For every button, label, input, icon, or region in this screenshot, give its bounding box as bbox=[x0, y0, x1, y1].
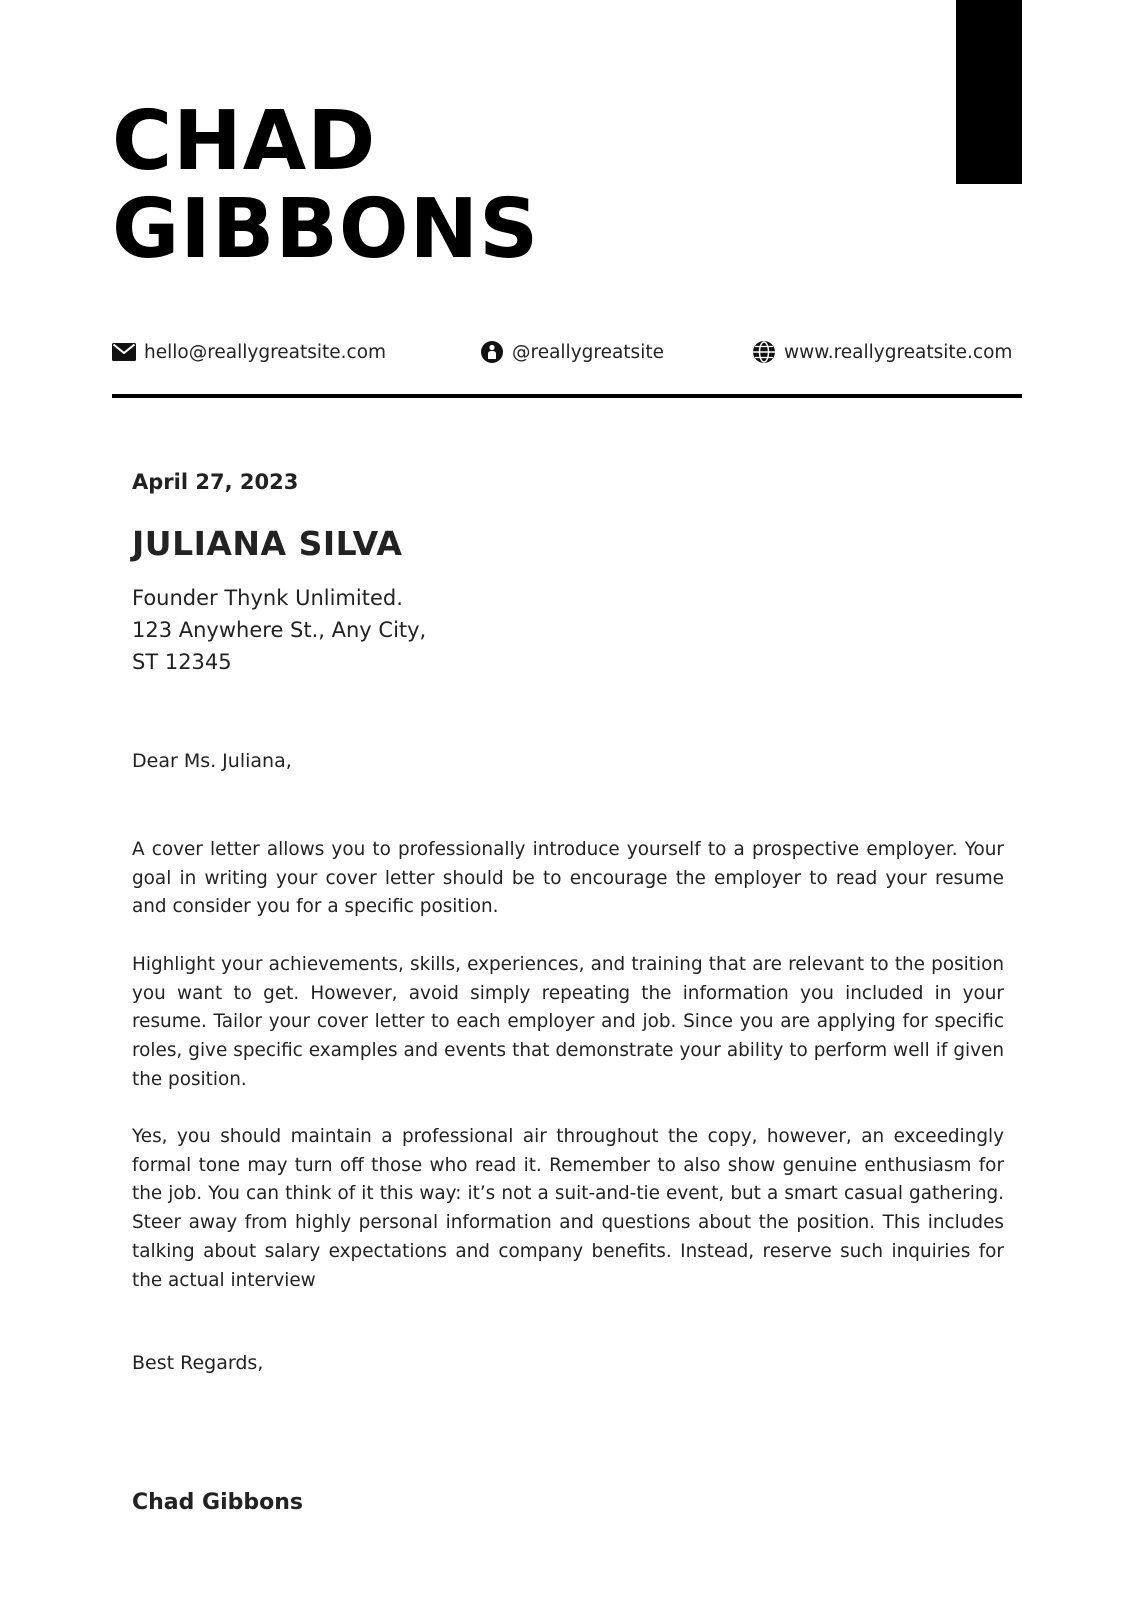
address-line: Founder Thynk Unlimited. bbox=[132, 586, 403, 610]
person-circle-icon bbox=[480, 340, 504, 364]
contact-email bbox=[112, 338, 386, 366]
body-paragraph: A cover letter allows you to professionally introduce yourself to a prospective employer. Your goal in writing your cover letter should be to encourage the employer to read your resume and consider you for a specific position. bbox=[132, 839, 1004, 918]
globe-icon bbox=[752, 340, 776, 364]
salutation: Dear Ms. Juliana, bbox=[132, 750, 292, 772]
website-text[interactable]: www.reallygreatsite.com bbox=[784, 341, 1013, 363]
closing: Best Regards, bbox=[132, 1352, 264, 1374]
name-last: GIBBONS bbox=[112, 182, 540, 277]
address-line: 123 Anywhere St., Any City, bbox=[132, 618, 427, 642]
letter-date: April 27, 2023 bbox=[132, 470, 299, 494]
name-first: CHAD bbox=[112, 94, 377, 189]
header-divider bbox=[112, 394, 1022, 398]
page-title bbox=[112, 94, 540, 277]
letter-body bbox=[132, 836, 1004, 1324]
recipient-name: JULIANA SILVA bbox=[132, 524, 403, 563]
address-line: ST 12345 bbox=[132, 650, 232, 674]
body-paragraph: Highlight your achievements, skills, experiences, and training that are relevant to the position you want to get. However, avoid simply repeating the information you included in your resume. Tailor your cover letter to each employer and job. Since you are applying for specific roles, give specific examples and events that demonstrate your ability to perform well if given the position. bbox=[132, 953, 1004, 1090]
social-handle-text[interactable]: @reallygreatsite bbox=[512, 341, 664, 363]
decorative-corner-bar bbox=[956, 0, 1022, 184]
signature: Chad Gibbons bbox=[132, 1490, 304, 1515]
contact-website bbox=[752, 338, 1012, 366]
contact-social bbox=[480, 338, 664, 366]
email-text[interactable]: hello@reallygreatsite.com bbox=[144, 341, 387, 363]
body-paragraph: Yes, you should maintain a professional air throughout the copy, however, an exceedingly formal tone may turn off those who read it. Remember to also show genuine enthusiasm for the job. You can think of it this way: it’s not a suit-and-tie event, but a smart casual gathering. Steer away from highly personal information and questions about the position. This includes talking about salary expectations and company benefits. Instead, reserve such inquiries for the actual interview bbox=[132, 1126, 1004, 1291]
envelope-icon bbox=[112, 343, 136, 361]
recipient-address bbox=[132, 582, 426, 678]
